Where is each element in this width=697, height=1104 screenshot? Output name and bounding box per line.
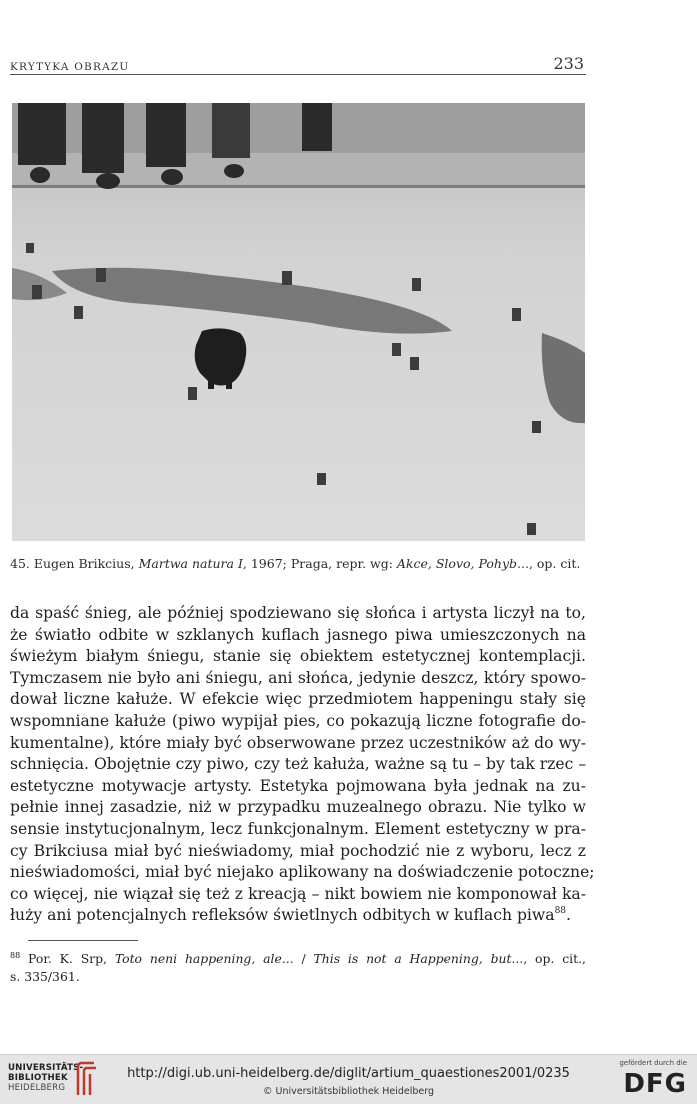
- text-line: schnięcia. Obojętnie czy piwo, czy też kałuża, ważne są tu – by tak rzec –: [10, 755, 587, 774]
- document-url-link[interactable]: http://digi.ub.uni-heidelberg.de/diglit/artium_quaestiones2001/0235: [127, 1066, 570, 1081]
- figure-caption: 45. Eugen Brikcius, Martwa natura I, 1967; Praga, repr. wg: Akce, Slovo, Pohyb..., op. cit.: [10, 556, 581, 571]
- text-line: Tymczasem nie było ani śniegu, ani słońca, jedynie deszcz, który spowo-: [10, 668, 586, 687]
- text-line: dował liczne kałuże. W efekcie więc przedmiotem happeningu stały się: [10, 690, 586, 709]
- caption-artwork-title: Martwa natura I: [138, 556, 243, 571]
- text-line: co więcej, nie wiązał się też z kreacją – nikt bowiem nie komponował ka-: [10, 884, 586, 903]
- text-line: że światło odbite w szklanych kuflach jasnego piwa umieszczonych na: [10, 625, 586, 644]
- footnote-number: 88: [10, 951, 21, 960]
- running-head: KRYTYKA OBRAZU: [10, 61, 130, 73]
- figure-photo: [12, 103, 585, 541]
- dfg-logo[interactable]: gefördert durch die DFG: [619, 1059, 687, 1099]
- text-line: nieświadomości, miał być niejako aplikowany na doświadczenie potoczne;: [10, 863, 595, 882]
- library-logo[interactable]: UNIVERSITÄTS- BIBLIOTHEK HEIDELBERG: [8, 1061, 118, 1099]
- text-line-last: łuży ani potencjalnych refleksów świetlnych odbitych w kuflach piwa$^{88}$.: [10, 906, 571, 925]
- text-line: sensie instytucjonalnym, lecz funkcjonalnym. Element estetyczny w pra-: [10, 819, 586, 838]
- text-line: kumentalne), które miały być obserwowane przez uczestników aż do wy-: [10, 733, 586, 752]
- page-number: 233: [553, 54, 584, 73]
- footnote-reference[interactable]: 88: [554, 906, 567, 917]
- photo-illustration: [12, 103, 585, 541]
- text-line: da spaść śnieg, ale później spodziewano się słońca i artysta liczył na to,: [10, 604, 586, 622]
- text-line: cy Brikciusa miał być nieświadomy, miał pochodzić nie z wyboru, lecz z: [10, 841, 586, 860]
- digitization-footer: [0, 1054, 697, 1104]
- text-line: pełnie innej zasadzie, niż w przypadku muzealnego obrazu. Nie tylko w: [10, 798, 586, 817]
- text-line: wspomniane kałuże (piwo wypijał pies, co pokazują liczne fotografie do-: [10, 711, 586, 730]
- footnote: $^{88}$ Por. K. Srp, Toto neni happening, ale... / This is not a Happening, but..., op. cit., s. 335/361.: [10, 951, 586, 984]
- text-line: estetyczne motywacje artysty. Estetyka pojmowana była jednak na zu-: [10, 776, 586, 795]
- copyright-notice: © Universitätsbibliothek Heidelberg: [262, 1086, 434, 1097]
- footnote-divider: [28, 940, 138, 941]
- text-line: świeżym białym śniegu, stanie się obiektem estetycznej kontemplacji.: [10, 647, 586, 666]
- curb-edge: [12, 185, 585, 188]
- page-header: [10, 52, 586, 75]
- body-paragraph: [10, 603, 595, 927]
- caption-source-title: Akce, Slovo, Pohyb...: [396, 556, 529, 571]
